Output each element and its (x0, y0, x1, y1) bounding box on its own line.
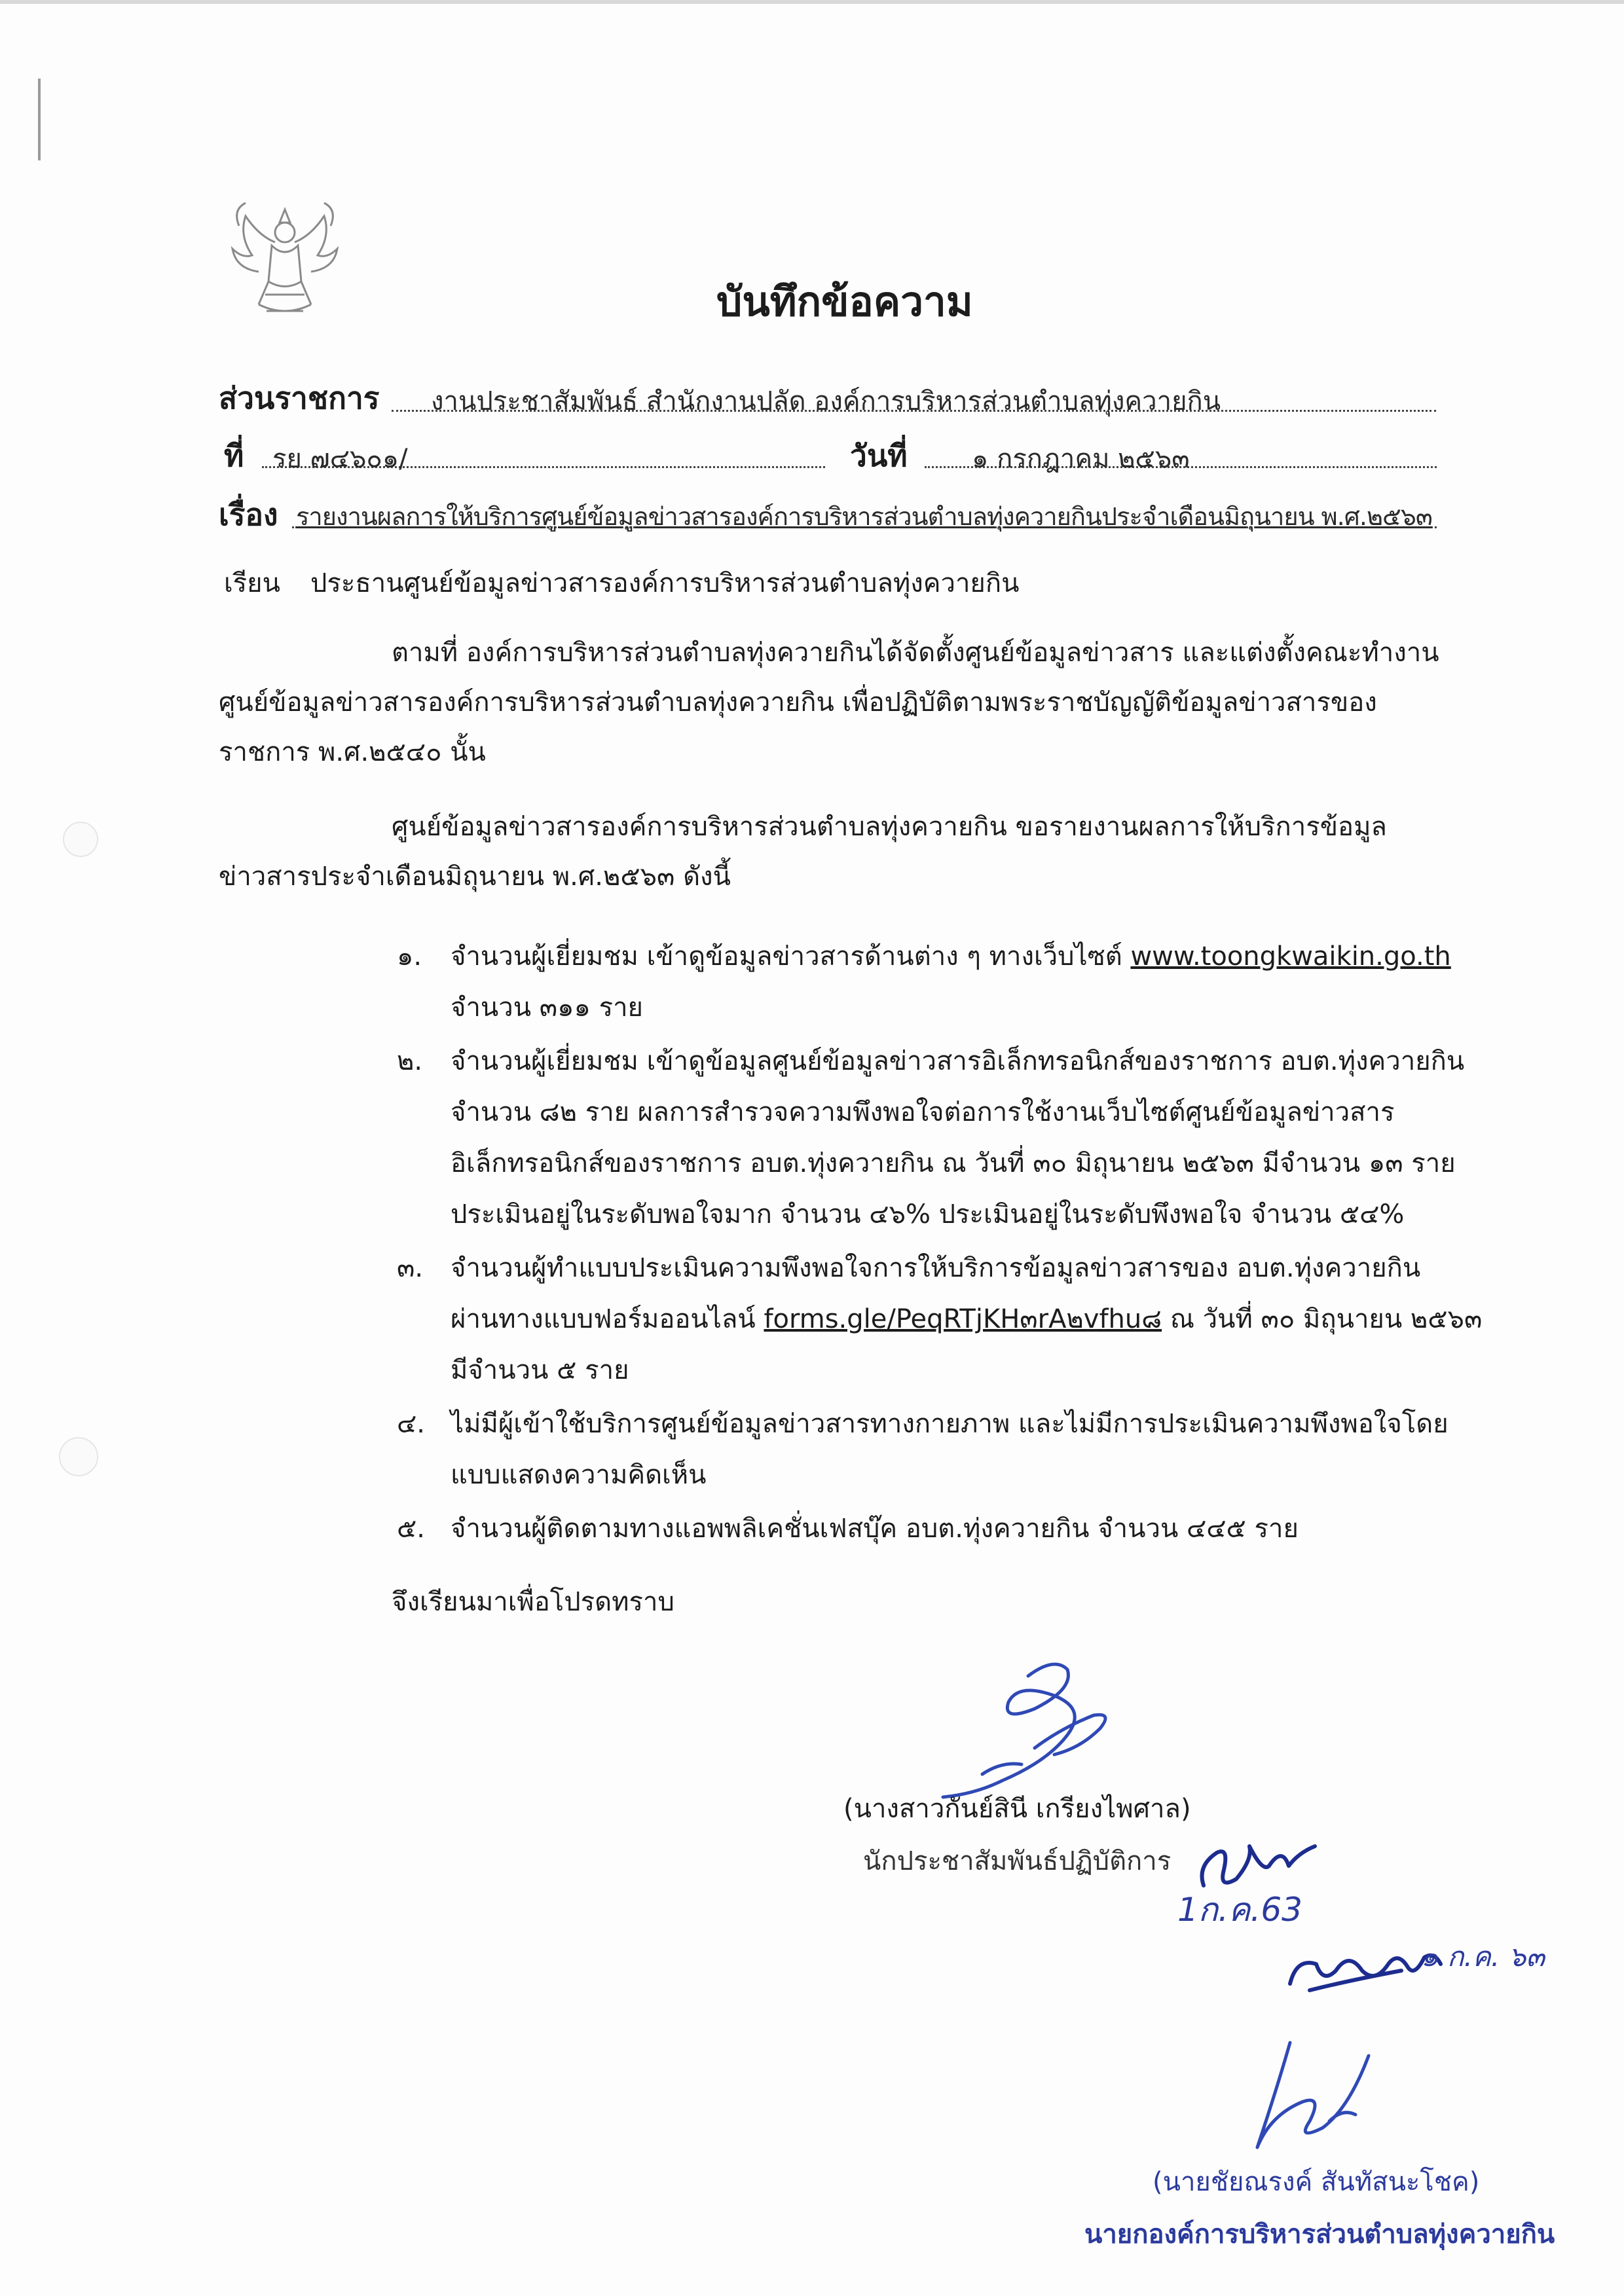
subject-value: รายงานผลการให้บริการศูนย์ข้อมูลข่าวสารองค์การบริหารส่วนตำบลทุ่งควายกินประจำเดือนมิถุนายน พ.ศ.๒๕๖๓ (296, 502, 1432, 531)
item-line: มีจำนวน ๕ ราย (451, 1355, 629, 1385)
ref-label: ที่ (224, 438, 244, 473)
mayor-position: นายกองค์การบริหารส่วนตำบลทุ่งควายกิน (1084, 2219, 1555, 2250)
scan-top-edge (0, 0, 1624, 4)
mayor-signature-scribble (1231, 2030, 1388, 2160)
scan-punch-hole (63, 822, 98, 857)
paragraph2-line: ข่าวสารประจำเดือนมิถุนายน พ.ศ.๒๕๖๓ ดังนี้ (219, 862, 731, 892)
item-line: จำนวนผู้เยี่ยมชม เข้าดูข้อมูลศูนย์ข้อมูลข่าวสารอิเล็กทรอนิกส์ของราชการ อบต.ทุ่งควายกิน (451, 1046, 1465, 1076)
item-line: จำนวน ๘๒ ราย ผลการสำรวจความพึงพอใจต่อการใช้งานเว็บไซต์ศูนย์ข้อมูลข่าวสาร (451, 1097, 1395, 1127)
paragraph2-line: ศูนย์ข้อมูลข่าวสารองค์การบริหารส่วนตำบลทุ่งควายกิน ขอรายงานผลการให้บริการข้อมูล (392, 812, 1387, 842)
item-line: ไม่มีผู้เข้าใช้บริการศูนย์ข้อมูลข่าวสารทางกายภาพ และไม่มีการประเมินความพึงพอใจโดย (451, 1409, 1449, 1439)
paragraph1-line: ตามที่ องค์การบริหารส่วนตำบลทุ่งควายกินได้จัดตั้งศูนย์ข้อมูลข่าวสาร และแต่งตั้งคณะทำงาน (392, 638, 1439, 668)
item-line: แบบแสดงความคิดเห็น (451, 1460, 707, 1490)
website-link[interactable]: www.toongkwaikin.go.th (1130, 941, 1451, 972)
scan-punch-hole (59, 1437, 98, 1476)
item-line: จำนวน ๓๑๑ ราย (451, 993, 643, 1023)
salutation-value: ประธานศูนย์ข้อมูลข่าวสารองค์การบริหารส่วนตำบลทุ่งควายกิน (310, 568, 1020, 598)
item-line (451, 1298, 1482, 1339)
signatory-name: (นางสาวกันย์สินี เกรียงไพศาล) (843, 1794, 1191, 1824)
closing-line: จึงเรียนมาเพื่อโปรดทราบ (392, 1587, 674, 1617)
date-label: วันที่ (850, 438, 908, 473)
signature-scribble (904, 1650, 1139, 1807)
date-value: ๑ กรกฎาคม ๒๕๖๓ (972, 444, 1190, 474)
item-line: จำนวนผู้ติดตามทางแอพพลิเคชั่นเฟสบุ๊ค อบต.ทุ่งควายกิน จำนวน ๔๔๕ ราย (451, 1514, 1299, 1544)
item-text: ผ่านทางแบบฟอร์มออนไลน์ (451, 1304, 764, 1334)
salutation-label: เรียน (224, 568, 280, 598)
paragraph1-line: ราชการ พ.ศ.๒๕๔๐ นั้น (219, 737, 486, 767)
handwritten-date: 1ก.ค.63 (1177, 1891, 1302, 1929)
signatory-position: นักประชาสัมพันธ์ปฏิบัติการ (863, 1846, 1172, 1876)
item-line: ประเมินอยู่ในระดับพอใจมาก จำนวน ๔๖% ประเมินอยู่ในระดับพึงพอใจ จำนวน ๕๔% (451, 1199, 1405, 1230)
memo-title: บันทึกข้อความ (716, 278, 973, 325)
garuda-emblem-icon (219, 196, 350, 321)
ref-value: รย ๗๔๖๐๑/ (272, 444, 408, 474)
item-line: จำนวนผู้ทำแบบประเมินความพึงพอใจการให้บริการข้อมูลข่าวสารของ อบต.ทุ่งควายกิน (451, 1253, 1421, 1283)
item-line (451, 935, 1451, 977)
subject-label: เรื่อง (219, 497, 278, 532)
item-number: ๑. (397, 941, 422, 972)
mayor-name: (นายชัยณรงค์ สันทัสนะโชค) (1153, 2167, 1480, 2197)
item-number: ๕. (397, 1514, 425, 1544)
scan-punch-mark (38, 79, 41, 160)
handwritten-date-2: ๑ ก.ค. ๖๓ (1421, 1941, 1545, 1973)
item-text: ณ วันที่ ๓๐ มิถุนายน ๒๕๖๓ (1162, 1304, 1483, 1334)
item-number: ๒. (397, 1046, 423, 1076)
agency-value: งานประชาสัมพันธ์ สำนักงานปลัด องค์การบริหารส่วนตำบลทุ่งควายกิน (431, 386, 1221, 416)
agency-label: ส่วนราชการ (219, 380, 380, 416)
form-link[interactable]: forms.gle/PeqRTjKH๓rA๒vfhu๘ (764, 1304, 1162, 1334)
item-number: ๓. (397, 1253, 424, 1283)
item-text: จำนวนผู้เยี่ยมชม เข้าดูข้อมูลข่าวสารด้านต่าง ๆ ทางเว็บไซต์ (451, 941, 1131, 972)
item-line: อิเล็กทรอนิกส์ของราชการ อบต.ทุ่งควายกิน ณ วันที่ ๓๐ มิถุนายน ๒๕๖๓ มีจำนวน ๑๓ ราย (451, 1148, 1456, 1178)
item-number: ๔. (397, 1409, 425, 1439)
paragraph1-line: ศูนย์ข้อมูลข่าวสารองค์การบริหารส่วนตำบลทุ่งควายกิน เพื่อปฏิบัติตามพระราชบัญญัติข้อมูลข่าวสารของ (219, 687, 1377, 718)
